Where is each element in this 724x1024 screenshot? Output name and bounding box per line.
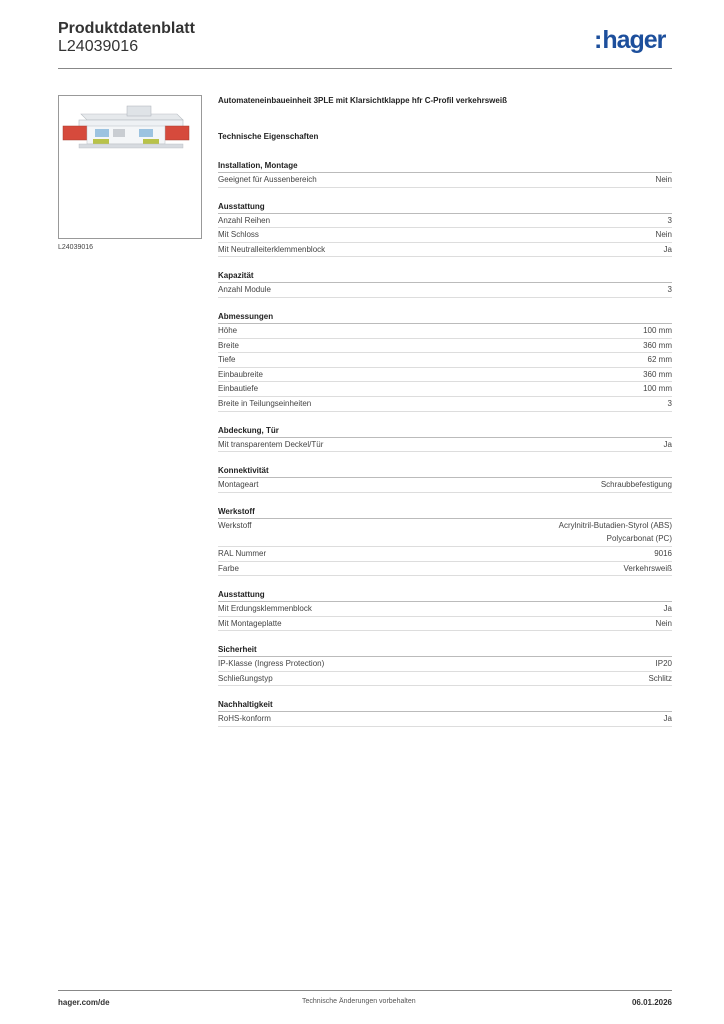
spec-group [218, 506, 672, 576]
spec-label: Schließungstyp [218, 673, 273, 683]
product-image [58, 95, 202, 239]
spec-label: Einbaubreite [218, 369, 263, 379]
group-title: Konnektivität [218, 465, 672, 478]
spec-row [218, 324, 672, 339]
spec-content [218, 96, 672, 727]
spec-value [559, 519, 672, 546]
spec-value: 3 [667, 398, 672, 408]
footer-date: 06.01.2026 [631, 998, 672, 1007]
spec-row [218, 712, 672, 727]
spec-label: Anzahl Reihen [218, 215, 271, 225]
spec-group [218, 201, 672, 258]
footer-divider [58, 990, 672, 991]
spec-label: Werkstoff [218, 520, 252, 530]
spec-value: IP20 [655, 659, 672, 669]
product-image-illustration [59, 96, 201, 238]
footer-website-link[interactable]: hager.com/de [58, 998, 110, 1007]
group-title: Ausstattung [218, 201, 672, 214]
group-title: Ausstattung [218, 589, 672, 602]
spec-value: Schraubbefestigung [600, 480, 672, 490]
spec-label: RAL Nummer [218, 548, 267, 558]
spec-row [218, 173, 672, 188]
spec-label: Einbautiefe [218, 384, 259, 394]
spec-label: Höhe [218, 325, 238, 335]
spec-row [218, 657, 672, 672]
hager-logo [594, 26, 665, 55]
spec-row [218, 617, 672, 632]
spec-value-line: Polycarbonat (PC) [606, 534, 672, 544]
spec-label: Breite in Teilungseinheiten [218, 398, 312, 408]
spec-value: 62 mm [647, 355, 672, 365]
spec-value: 3 [667, 215, 672, 225]
spec-group [218, 160, 672, 188]
spec-row [218, 397, 672, 412]
spec-row [218, 602, 672, 617]
spec-row [218, 562, 672, 577]
group-title: Sicherheit [218, 644, 672, 657]
spec-label: IP-Klasse (Ingress Protection) [218, 659, 325, 669]
spec-value: Ja [663, 714, 672, 724]
spec-value: 360 mm [643, 369, 672, 379]
group-title: Nachhaltigkeit [218, 699, 672, 712]
spec-value: 100 mm [643, 325, 672, 335]
spec-label: Mit Schloss [218, 230, 259, 240]
spec-row [218, 519, 672, 547]
header-divider [58, 68, 672, 69]
group-title: Kapazität [218, 270, 672, 283]
spec-label: Tiefe [218, 355, 236, 365]
spec-value: Ja [663, 604, 672, 614]
spec-label: Mit transparentem Deckel/Tür [218, 439, 324, 449]
spec-row [218, 547, 672, 562]
spec-value: Schlitz [648, 673, 672, 683]
spec-group [218, 425, 672, 453]
spec-row [218, 672, 672, 687]
product-code: L24039016 [58, 38, 139, 55]
spec-label: RoHS-konform [218, 714, 271, 724]
spec-label: Mit Neutralleiterklemmenblock [218, 244, 326, 254]
group-title: Abdeckung, Tür [218, 425, 672, 438]
image-caption: L24039016 [58, 244, 94, 251]
spec-row [218, 228, 672, 243]
spec-row [218, 243, 672, 258]
logo-text: hager [602, 26, 666, 54]
spec-label: Geeignet für Aussenbereich [218, 175, 317, 184]
spec-label: Mit Erdungsklemmenblock [218, 604, 312, 614]
spec-label: Anzahl Module [218, 285, 271, 295]
spec-row [218, 283, 672, 298]
footer-disclaimer: Technische Änderungen vorbehalten [302, 998, 416, 1005]
spec-group [218, 465, 672, 493]
spec-value: Ja [663, 439, 672, 449]
spec-row [218, 478, 672, 493]
spec-label: Montageart [218, 480, 259, 490]
spec-group [218, 270, 672, 298]
spec-value: 3 [667, 285, 672, 295]
logo-dots-icon: : [594, 26, 602, 54]
spec-row [218, 339, 672, 354]
spec-label: Farbe [218, 563, 239, 573]
group-title: Installation, Montage [218, 160, 672, 173]
spec-value: Nein [655, 175, 672, 184]
spec-row [218, 368, 672, 383]
spec-row [218, 438, 672, 453]
spec-row [218, 382, 672, 397]
section-heading: Technische Eigenschaften [218, 132, 319, 141]
spec-value-line: Acrylnitril-Butadien-Styrol (ABS) [558, 520, 672, 530]
spec-label: Mit Montageplatte [218, 618, 282, 628]
spec-row [218, 214, 672, 229]
spec-group [218, 589, 672, 631]
page-title: Produktdatenblatt [58, 20, 195, 37]
spec-group [218, 311, 672, 412]
product-title: Automateneinbaueinheit 3PLE mit Klarsichtklappe hfr C-Profil verkehrsweiß [218, 96, 507, 105]
spec-value: 100 mm [643, 384, 672, 394]
spec-group [218, 644, 672, 686]
spec-row [218, 353, 672, 368]
spec-value: 360 mm [643, 340, 672, 350]
spec-value: Verkehrsweiß [623, 563, 672, 573]
spec-value: Nein [655, 618, 672, 628]
spec-label: Breite [218, 340, 239, 350]
spec-group [218, 699, 672, 727]
spec-value: Ja [663, 244, 672, 254]
group-title: Werkstoff [218, 506, 672, 519]
spec-value: Nein [655, 230, 672, 240]
group-title: Abmessungen [218, 311, 672, 324]
spec-value: 9016 [654, 548, 672, 558]
